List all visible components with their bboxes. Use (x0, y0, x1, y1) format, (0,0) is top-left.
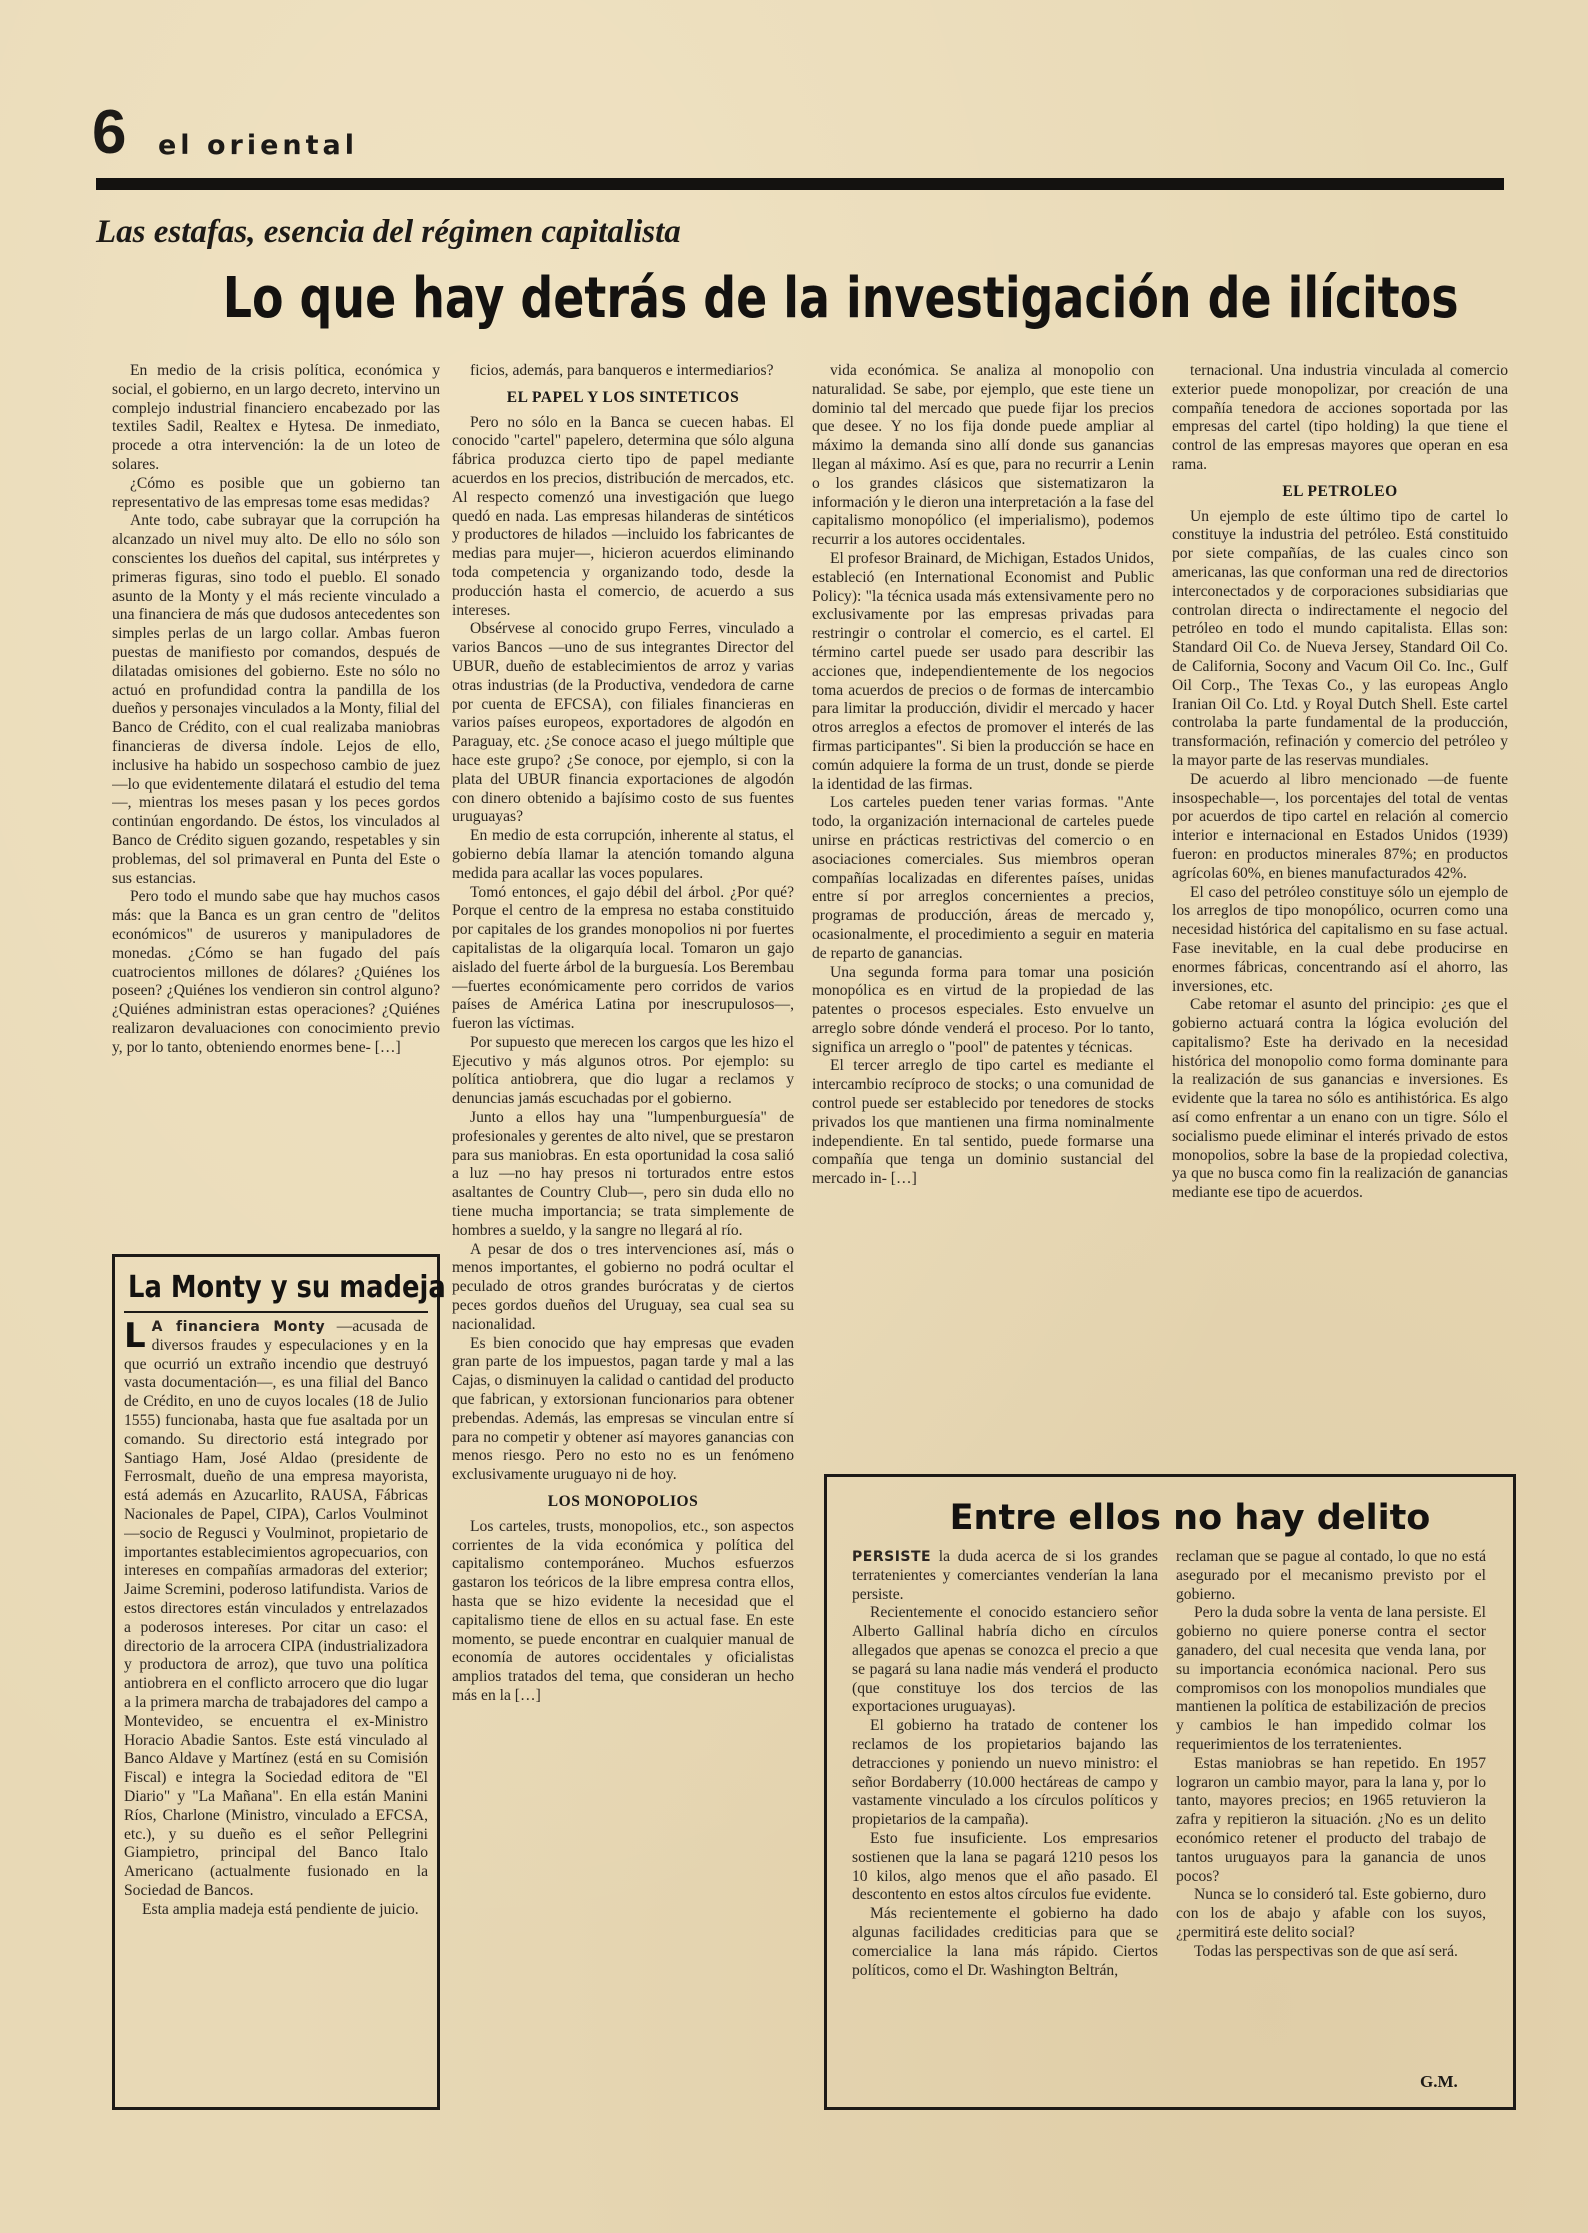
author-signature: G.M. (1420, 2072, 1458, 2091)
paragraph: ternacional. Una industria vinculada al comercio exterior puede monopolizar, por creación de una compañía tenedora de acciones soportada por las empresas del cartel (tipo holding) la que tiene el control de las empresas mayores que operan en esa rama. (1172, 362, 1508, 473)
paragraph: Nunca se lo consideró tal. Este gobierno, duro con los de abajo y afable con los suyos, ¿permitirá este delito social? (1176, 1886, 1486, 1941)
paragraph: Esto fue insuficiente. Los empresarios sostienen que la lana se pagará 1210 pesos los 10 kilos, algo menos que el año pasado. El descontento en estos altos círculos fue evidente. (852, 1829, 1158, 1904)
paragraph-text: —acusada de diversos fraudes y especulaciones y en la que ocurrió un extraño incendio que destruyó vasta documentación—, es una filial del Banco de Crédito, en uno de cuyos locales (18 de Julio 1555) funcionaba, hasta que fue asaltada por un comando. Su directorio está integrado por Santiago Ham, José Aldao (presidente de Ferrosmalt, dueño de una empresa mayorista, está además en Azucarlito, RAUSA, Fábricas Nacionales de Papel, CIPA), Carlos Voulminot —socio de Regusci y Voulminot, propietario de importantes establecimientos agropecuarios, con intereses en compañías armadoras del exterior; Jaime Scremini, poderoso latifundista. Varios de estos directores están vinculados y entrelazados a poderosos intereses. Por citar un caso: el directorio de la arrocera CIPA (industrializadora y productora de arroz), que tuvo una política antiobrera en el conflicto arrocero que dio lugar a la primera marcha de trabajadores del campo a Montevideo, se encuentra el ex-Ministro Horacio Abadie Santos. Este está vinculado al Banco Aldave y Martínez (está en su Comisión Fiscal) e integra la Sociedad editora de "El Diario" y "La Mañana". En ella están Manini Ríos, Charlone (Ministro, vinculado a EFCSA, etc.), y su dueño es el señor Pellegrini Giampietro, principal del Banco Italo Americano (actualmente fusionado en la Sociedad de Bancos. (124, 1318, 428, 1899)
paragraph: A pesar de dos o tres intervenciones así, más o menos importantes, el gobierno no podrá ocultar el peculado de otros grandes burócratas y de ciertos peces gordos dueños del Uruguay, sea cual sea su nacionalidad. (452, 1240, 794, 1333)
paragraph: Obsérvese al conocido grupo Ferres, vinculado a varios Bancos —uno de sus integrantes Director del UBUR, dueño de establecimientos de arroz y varias otras industrias (de la Productiva, vendedora de carne por cuenta de EFCSA), con filiales financieras en varios países europeos, exportadores de algodón en Paraguay, etc. ¿Se conoce acaso el juego múltiple que hace este grupo? ¿Se conoce, por ejemplo, si con la plata del UBUR financia exportaciones de algodón con dinero obtenido a bajísimo costo de sus fuentes uruguayas? (452, 620, 794, 826)
paragraph: Pero todo el mundo sabe que hay muchos casos más: que la Banca es un gran centro de "delitos económicos" de usureros y manipuladores de monedas. ¿Cómo se han fugado del país cuatrocientos millones de dólares? ¿Quiénes los poseen? ¿Quiénes los vendieron sin control alguno? ¿Quiénes administran estas operaciones? ¿Quiénes realizaron devaluaciones con conocimiento previo y, por lo tanto, obteniendo enormes bene- […] (112, 888, 440, 1056)
article-column-2 (452, 362, 794, 2110)
sidebar-delito-column-1 (852, 1548, 1158, 2096)
header-rule (96, 178, 1504, 190)
paragraph: Ante todo, cabe subrayar que la corrupción ha alcanzado un nivel muy alto. De ello no sólo son conscientes los dueños del capital, sus intérpretes y primeras figuras, sino todo el pueblo. El sonado asunto de la Monty y el más reciente vinculado a una financiera de más que dudosos antecedentes son simples perlas de un largo collar. Ambas fueron puestas de manifiesto por comandos, después de dilatadas omisiones del gobierno. Este no sólo no actuó en profundidad contra la pandilla de los dueños y personajes vinculados a la Monty, filial del Banco de Crédito, con el cual realizaba maniobras financieras de diversa índole. Lejos de ello, inclusive ha habido un sospechoso cambio de juez —lo que evidentemente dilatará el estudio del tema—, mientras los meses pasan y los peces gordos continúan engordando. De éstos, los vinculados al Banco de Crédito siguen gozando, respetables y sin problemas, del sol primaveral en Punta del Este o sus estancias. (112, 512, 440, 887)
lead-in: A financiera Monty (151, 1319, 326, 1335)
section-heading: EL PAPEL Y LOS SINTETICOS (506, 388, 740, 406)
paragraph: El gobierno ha tratado de contener los reclamos de los propietarios bajando las detracciones y poniendo un nuevo ministro: el señor Bordaberry (10.000 hectáreas de campo y vastamente vinculado a los círculos políticos y propietarios de la campaña). (852, 1717, 1158, 1829)
paragraph: Un ejemplo de este último tipo de cartel lo constituye la industria del petróleo. Está constituido por siete compañías, de las cuales cinco son americanas, las que conforman una red de directorios interconectados y de corporaciones subsidiarias que controlan directa o indirectamente el negocio del petróleo en todo el mundo capitalista. Ellas son: Standard Oil Co. de Nueva Jersey, Standard Oil Co. de California, Socony and Vacum Oil Co. Inc., Gulf Oil Corp., The Texas Co., y las europeas Anglo Iranian Oil Co. Ltd. y Royal Dutch Shell. Este cartel controlaba la parte fundamental de la producción, transformación, refinación y comercio del petróleo y la mayor parte de las reservas mundiales. (1172, 507, 1508, 769)
paragraph: En medio de la crisis política, económica y social, el gobierno, en un largo decreto, intervino un complejo industrial financiero encabezado por las textiles Sadil, Realtex e Hytesa. De inmediato, procede a otra intervención: la de un loteo de solares. (112, 362, 440, 473)
paragraph (124, 1318, 428, 1901)
paragraph: Los carteles, trusts, monopolios, etc., son aspectos corrientes de la vida económica y política del capitalismo contemporáneo. Muchos esfuerzos gastaron los teóricos de la libre empresa contra ellos, hasta que se hizo evidente la necesidad que el capitalismo tiene de ellos en su actual fase. En este momento, se puede encontrar en cualquier manual de economía de autores occidentales y oficialistas amplios tratados del tema, que consideran un hecho más en la […] (452, 1517, 794, 1704)
paragraph: El tercer arreglo de tipo cartel es mediante el intercambio recíproco de stocks; o una comunidad de control puede ser establecido por tenedores de stocks privados los que mantienen una firma nominalmente independiente. En tal sentido, puede formarse una compañía que tenga un dominio sustancial del mercado in- […] (812, 1057, 1154, 1188)
paragraph: De acuerdo al libro mencionado —de fuente insospechable—, los porcentajes del total de ventas por acuerdos de tipo cartel en relación al comercio interior e internacional en Estados Unidos (1939) fueron: en productos minerales 87%; en productos agrícolas 60%, en bienes manufacturados 42%. (1172, 770, 1508, 882)
article-headline: Lo que hay detrás de la investigación de ilícitos (222, 266, 1459, 331)
paragraph: vida económica. Se analiza al monopolio con naturalidad. Se sabe, por ejemplo, que este tiene un dominio tal del mercado que puede fijar los precios que desee. Y no los fija donde puede ampliar al máximo la demanda sino allí donde sus ganancias llegan al máximo. Así es que, para no recurrir a Lenin o los grandes clásicos que sistematizaron la información y le dieron una interpretación a la fase del capitalismo monopólico (el imperialismo), podemos recurrir a los autores occidentales. (812, 362, 1154, 549)
paragraph: Pero la duda sobre la venta de lana persiste. El gobierno no quiere ponerse contra el sector ganadero, del cual necesita que venda lana, por su importancia económica nacional. Pero sus compromisos con los monopolios mundiales que mantienen la política de estabilización de precios y cambios le han impedido colmar los requerimientos de los terratenientes. (1176, 1604, 1486, 1753)
paragraph: Es bien conocido que hay empresas que evaden gran parte de los impuestos, pagan tarde y mal a las Cajas, o disminuyen la calidad o cantidad del producto que fabrican, y extorsionan funcionarios para obtener prebendas. Además, las empresas se vinculan entre sí para no competir y obtener así mayores ganancias con menos riesgo. Pero no esto no es un fenómeno exclusivamente uruguayo ni de hoy. (452, 1334, 794, 1484)
paragraph: Pero no sólo en la Banca se cuecen habas. El conocido "cartel" papelero, determina que sólo alguna fábrica produzca cierto tipo de papel mediante acuerdos en los precios, distribución de mercados, etc. Al respecto comenzó una investigación que luego quedó en nada. Las empresas hilanderas de sintéticos y productores de hilados —incluido los fabricantes de medias para mujer—, hicieron acuerdos eliminando toda competencia y organizando todo, desde la producción hasta el comercio, de acuerdo a sus intereses. (452, 413, 794, 619)
paragraph: ficios, además, para banqueros e intermediarios? (470, 362, 774, 379)
paragraph: Esta amplia madeja está pendiente de juicio. (142, 1900, 419, 1918)
paragraph: Todas las perspectivas son de que así será. (1194, 1942, 1458, 1960)
paragraph: Estas maniobras se han repetido. En 1957 lograron un cambio mayor, para la lana y, por lo tanto, mayores precios; en 1965 retuvieron la zafra y repitieron la situación. ¿No es un delito económico retener el producto del trabajo de tantos uruguayos para la ganancia de unos pocos? (1176, 1754, 1486, 1885)
paragraph: Por supuesto que merecen los cargos que les hizo el Ejecutivo y más algunos otros. Por ejemplo: su política antiobrera, que dio lugar a reclamos y denuncias jamás escuchadas por el gobierno. (452, 1033, 794, 1108)
page-number: 6 (92, 98, 127, 167)
section-heading: EL PETROLEO (1282, 482, 1398, 500)
paragraph: En medio de esta corrupción, inherente al status, el gobierno debía llamar la atención tomando alguna medida para acallar las voces populares. (452, 827, 794, 882)
paper-name: el oriental (158, 130, 359, 161)
drop-cap: L (124, 1318, 146, 1356)
paragraph-text: la duda acerca de si los grandes terratenientes y comerciantes venderían la lana persiste. (852, 1548, 1158, 1603)
article-kicker: Las estafas, esencia del régimen capitalista (96, 214, 681, 250)
paragraph: Una segunda forma para tomar una posición monopólica es en virtud de la propiedad de las patentes o procesos especiales. Esto envuelve un arreglo sobre dónde venderá el proceso. Por lo tanto, significa un arreglo o "pool" de patentes y técnicas. (812, 963, 1154, 1056)
article-column-3 (812, 362, 1154, 1456)
article-column-1 (112, 362, 440, 1238)
paragraph: reclaman que se pague al contado, lo que no está asegurado por el mecanismo previsto por el gobierno. (1176, 1548, 1486, 1603)
paragraph: Más recientemente el gobierno ha dado algunas facilidades crediticias para que se comercialice la lana más rápido. Ciertos políticos, como el Dr. Washington Beltrán, (852, 1905, 1158, 1979)
paragraph: Los carteles pueden tener varias formas. "Ante todo, la organización internacional de carteles puede unirse en prácticas restrictivas del comercio o en asociaciones comerciales. Sus miembros operan compañías localizadas en diferentes países, unidas entre sí por arreglos concernientes a precios, programas de producción, áreas de mercado y, ocasionalmente, el procedimiento a seguir en materia de reparto de ganancias. (812, 794, 1154, 962)
lead-in: PERSISTE (852, 1549, 932, 1565)
paragraph: Junto a ellos hay una "lumpenburguesía" de profesionales y gerentes de alto nivel, que se prestaron para sus maniobras. En esta oportunidad la cosa salió a luz —no hay presos ni torturados entre estos asaltantes de Country Club—, pero sin duda ello no tiene mucha importancia; se trata simplemente de hombres a sueldo, y la sangre no llegará al río. (452, 1109, 794, 1239)
paragraph: Cabe retomar el asunto del principio: ¿es que el gobierno actuará contra la lógica evolución del capitalismo? Este ha derivado en la necesidad histórica del monopolio como forma dominante para la realización de sus ganancias e inversiones. Es evidente que la tarea no sólo es antihistórica. Es algo así como enfrentar a un enano con un tigre. Sólo el socialismo puede eliminar el interés privado de estos monopolios, sobre la base de la propiedad colectiva, ya que no busca como fin la realización de ganancias mediante ese tipo de acuerdos. (1172, 996, 1508, 1202)
paragraph: El caso del petróleo constituye sólo un ejemplo de los arreglos de tipo monopólico, ocurren como una necesidad histórica del capitalismo en su fase actual. Fase inevitable, en la cual debe producirse en enormes fábricas, concentrando así el ahorro, las inversiones, etc. (1172, 883, 1508, 995)
section-heading: LOS MONOPOLIOS (547, 1493, 699, 1511)
sidebar-title-monty: La Monty y su madeja (128, 1270, 446, 1305)
paragraph (852, 1548, 1158, 1604)
paragraph: El profesor Brainard, de Michigan, Estados Unidos, estableció (en International Economist and Public Policy): "la técnica usada más extensivamente pero no exclusivamente por las empresas privadas para restringir o controlar el comercio, es el cartel. El término cartel puede ser usado para describir las acciones que, independientemente de los negocios toma acuerdos de precios o de formas de intercambio para limitar la producción, dividir el mercado y hacer otros arreglos a efectos de promover el interés de las firmas participantes". Si bien la producción se hace en común adquiere la forma de un trust, donde se pierde la identidad de las firmas. (812, 549, 1154, 793)
paragraph: Recientemente el conocido estanciero señor Alberto Gallinal habría dicho en círculos allegados que apenas se conozca el precio a que se pagará su lana nadie más venderá el producto (que constituye los dos tercios de las exportaciones uruguayas). (852, 1604, 1158, 1716)
sidebar-title-rule (124, 1311, 428, 1313)
sidebar-title-delito: Entre ellos no hay delito (949, 1498, 1431, 1538)
paragraph: Tomó entonces, el gajo débil del árbol. ¿Por qué? Porque el centro de la empresa no estaba constituido por capitales de los grandes monopolios ni por fuertes capitalistas de la oligarquía local. Tomaron un gajo aislado del fuerte árbol de la burguesía. Los Berembau —fuertes económicamente pero corridos de varios países de América Latina por inescrupulosos—, fueron las víctimas. (452, 883, 794, 1033)
article-column-4 (1172, 362, 1508, 1456)
paragraph: ¿Cómo es posible que un gobierno tan representativo de las empresas tome esas medidas? (112, 474, 440, 511)
sidebar-delito-column-2 (1176, 1548, 1486, 2068)
sidebar-text-monty (124, 1318, 428, 2098)
